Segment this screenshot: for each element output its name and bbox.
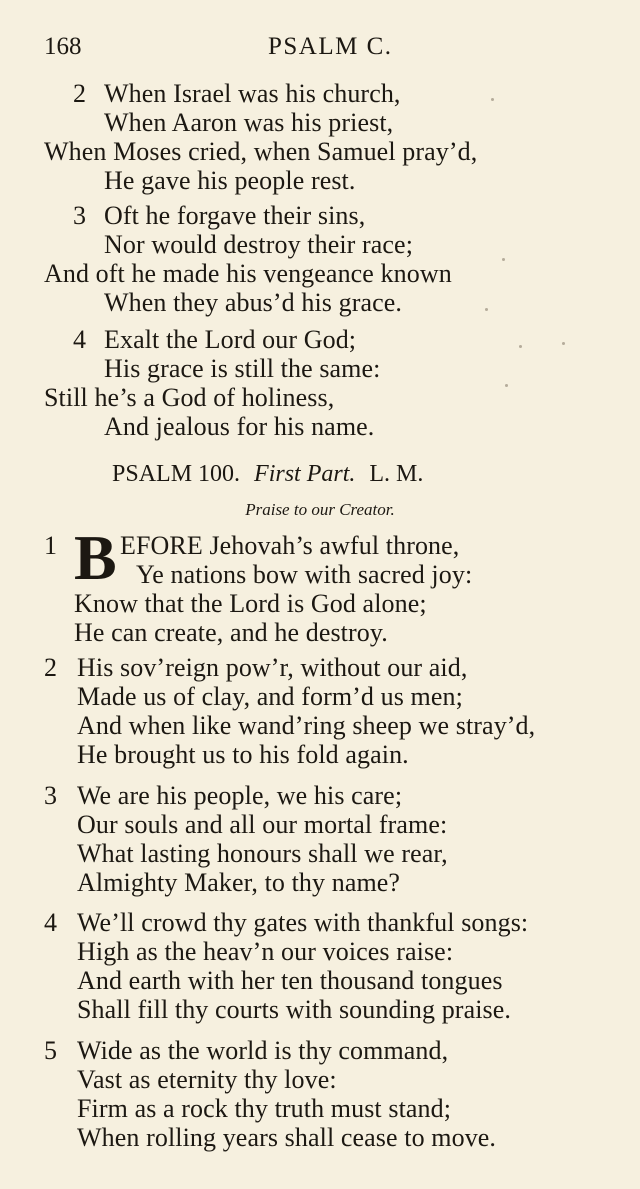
verse-line: Our souls and all our mortal frame:	[77, 810, 448, 839]
running-title: PSALM C.	[268, 33, 393, 60]
psalm-heading	[112, 459, 423, 489]
verse-line: When Moses cried, when Samuel pray’d,	[44, 137, 478, 166]
paper-speck	[562, 342, 565, 345]
verse-line: Exalt the Lord our God;	[104, 325, 357, 354]
psalm-meter: L. M.	[369, 461, 424, 487]
stanza-number: 5	[44, 1036, 57, 1065]
verse-line: And earth with her ten thousand tongues	[77, 966, 503, 995]
verse-line: We are his people, we his care;	[77, 781, 403, 810]
verse-line: When Aaron was his priest,	[104, 108, 394, 137]
stanza-number: 3	[73, 201, 86, 230]
paper-speck	[502, 258, 505, 261]
verse-line: When rolling years shall cease to move.	[77, 1123, 497, 1152]
stanza-number: 1	[44, 531, 57, 560]
verse-line: EFORE Jehovah’s awful throne,	[120, 531, 460, 560]
page-number: 168	[44, 33, 82, 60]
verse-line: His grace is still the same:	[104, 354, 381, 383]
verse-line: Know that the Lord is God alone;	[74, 589, 427, 618]
verse-line: He can create, and he destroy.	[74, 618, 388, 647]
verse-line: And when like wand’ring sheep we stray’d,	[77, 711, 536, 740]
verse-line: Made us of clay, and form’d us men;	[77, 682, 463, 711]
verse-line: And oft he made his vengeance known	[44, 259, 452, 288]
psalm-title: PSALM 100.	[112, 461, 241, 487]
verse-line: High as the heav’n our voices raise:	[77, 937, 454, 966]
verse-line: His sov’reign pow’r, without our aid,	[77, 653, 468, 682]
verse-line: Almighty Maker, to thy name?	[77, 868, 401, 897]
verse-line: What lasting honours shall we rear,	[77, 839, 448, 868]
psalm-subtitle: Praise to our Creator.	[245, 500, 395, 519]
paper-speck	[519, 345, 522, 348]
psalm-part: First Part.	[254, 461, 356, 487]
verse-line: Oft he forgave their sins,	[104, 201, 366, 230]
verse-line: When they abus’d his grace.	[104, 288, 402, 317]
stanza-number: 4	[44, 908, 57, 937]
verse-line: Firm as a rock thy truth must stand;	[77, 1094, 452, 1123]
paper-speck	[505, 384, 508, 387]
stanza-number: 2	[44, 653, 57, 682]
paper-speck	[485, 308, 488, 311]
verse-line: Wide as the world is thy command,	[77, 1036, 449, 1065]
verse-line: And jealous for his name.	[104, 412, 375, 441]
verse-line: Still he’s a God of holiness,	[44, 383, 335, 412]
stanza-number: 2	[73, 79, 86, 108]
stanza-number: 3	[44, 781, 57, 810]
stanza-number: 4	[73, 325, 86, 354]
verse-line: He gave his people rest.	[104, 166, 356, 195]
verse-line: He brought us to his fold again.	[77, 740, 409, 769]
verse-line: Nor would destroy their race;	[104, 230, 414, 259]
verse-line: We’ll crowd thy gates with thankful songs:	[77, 908, 529, 937]
drop-cap: B	[74, 522, 117, 593]
verse-line: Vast as eternity thy love:	[77, 1065, 337, 1094]
paper-speck	[491, 98, 494, 101]
verse-line: Shall fill thy courts with sounding praise.	[77, 995, 511, 1024]
verse-line: Ye nations bow with sacred joy:	[136, 560, 473, 589]
verse-line: When Israel was his church,	[104, 79, 401, 108]
